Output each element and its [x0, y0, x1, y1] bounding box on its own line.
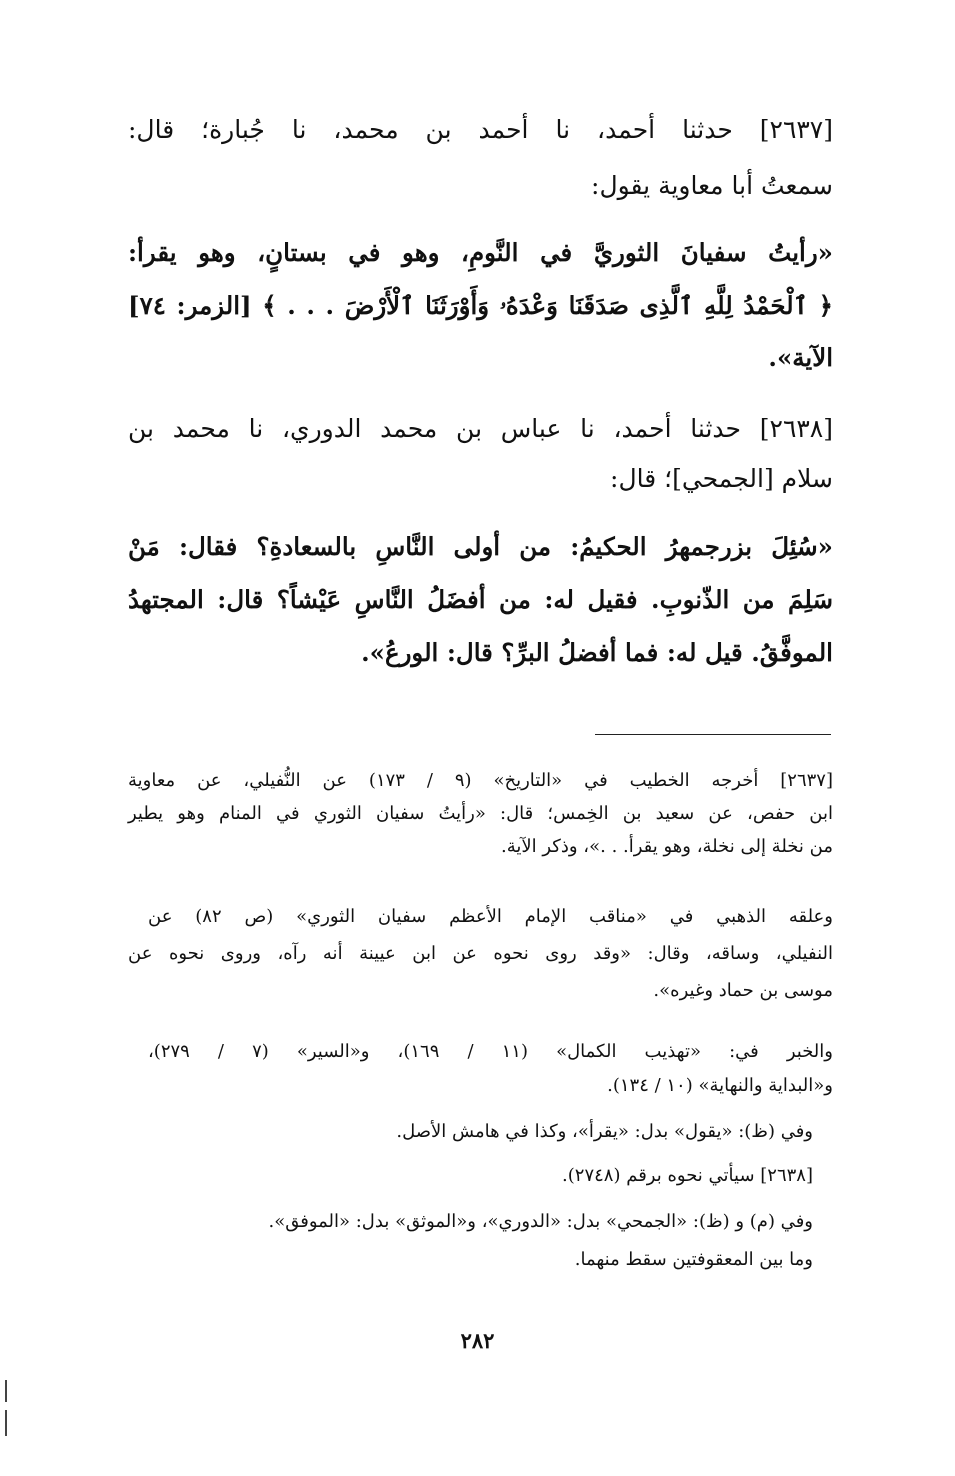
footnote-dhahabi-line-2: النفيلي، وساقه، وقال: «وقد روى نحوه عن ابن عيينة أنه رآه، وروى نحوه عن — [128, 943, 833, 964]
hadith-2637-matn-line-1: «رأيتُ سفيانَ الثوريَّ في النَّومِ، وهو في بستانٍ، وهو يقرأ: — [128, 238, 833, 267]
footnote-brackets-note: وما بين المعقوفتين سقط منهما. — [574, 1249, 813, 1270]
margin-mark-lower — [5, 1410, 7, 1436]
hadith-2638-matn-line-3: الموفَّقُ. قيل له: فما أفضلُ البرِّ؟ قال: الورعُ». — [361, 638, 833, 667]
footnote-variant-zh: وفي (ظ): «يقول» بدل: «يقرأ»، وكذا في هامش الأصل. — [396, 1121, 813, 1142]
hadith-2638-isnad-line-1: [٢٦٣٨] حدثنا أحمد، نا عباس بن محمد الدوري، نا محمد بن — [128, 414, 833, 443]
footnote-divider — [595, 734, 831, 735]
footnote-dhahabi-line-1: وعلقه الذهبي في «مناقب الإمام الأعظم سفيان الثوري» (ص ٨٢) عن — [148, 906, 833, 927]
footnote-sources-line-2: و«البداية والنهاية» (١٠ / ١٣٤). — [607, 1075, 833, 1096]
footnote-sources-line-1: والخبر في: «تهذيب الكمال» (١١ / ١٦٩)، و«السير» (٧ / ٢٧٩)، — [148, 1041, 833, 1062]
page-number: ٢٨٢ — [460, 1328, 495, 1353]
hadith-2638-isnad-line-2: سلام [الجمحي]؛ قال: — [610, 464, 833, 493]
footnote-2638: [٢٦٣٨] سيأتي نحوه برقم (٢٧٤٨). — [562, 1165, 813, 1186]
footnote-2637-line-2: ابن حفص، عن سعيد بن الخِمس؛ قال: «رأيتُ سفيان الثوري في المنام وهو يطير — [128, 803, 833, 824]
footnote-2637-line-3: من نخلة إلى نخلة، وهو يقرأ. . .»، وذكر الآية. — [501, 836, 833, 857]
hadith-2637-matn-line-2: ﴿ ٱلْحَمْدُ لِلَّهِ ٱلَّذِى صَدَقَنَا وَعْدَهُۥ وَأَوْرَثَنَا ٱلْأَرْضَ . . . ﴾ [الزمر: ٧٤] — [128, 291, 833, 320]
hadith-2638-matn-line-1: «سُئِلَ بزرجمهرُ الحكيمُ: من أولى النَّاسِ بالسعادةِ؟ فقال: مَنْ — [128, 532, 833, 561]
footnote-dhahabi-line-3: موسى بن حماد وغيره». — [653, 980, 833, 1001]
footnote-2637-line-1: [٢٦٣٧] أخرجه الخطيب في «التاريخ» (٩ / ١٧٣) عن النُّفيلي، عن معاوية — [128, 770, 833, 791]
footnote-variant-m-zh: وفي (م) و (ظ): «الجمحي» بدل: «الدوري»، و«الموثق» بدل: «الموفق». — [268, 1211, 813, 1232]
hadith-2637-matn-line-3: الآية». — [768, 343, 833, 372]
hadith-2638-matn-line-2: سَلِمَ من الذّنوبِ. فقيل له: من أفضَلُ النَّاسِ عَيْشاً؟ قال: المجتهدُ — [128, 585, 833, 614]
hadith-2637-isnad-line-2: سمعتُ أبا معاوية يقول: — [591, 171, 833, 200]
hadith-2637-isnad-line-1: [٢٦٣٧] حدثنا أحمد، نا أحمد بن محمد، نا جُبارة؛ قال: — [128, 115, 833, 144]
margin-mark-upper — [5, 1380, 7, 1402]
